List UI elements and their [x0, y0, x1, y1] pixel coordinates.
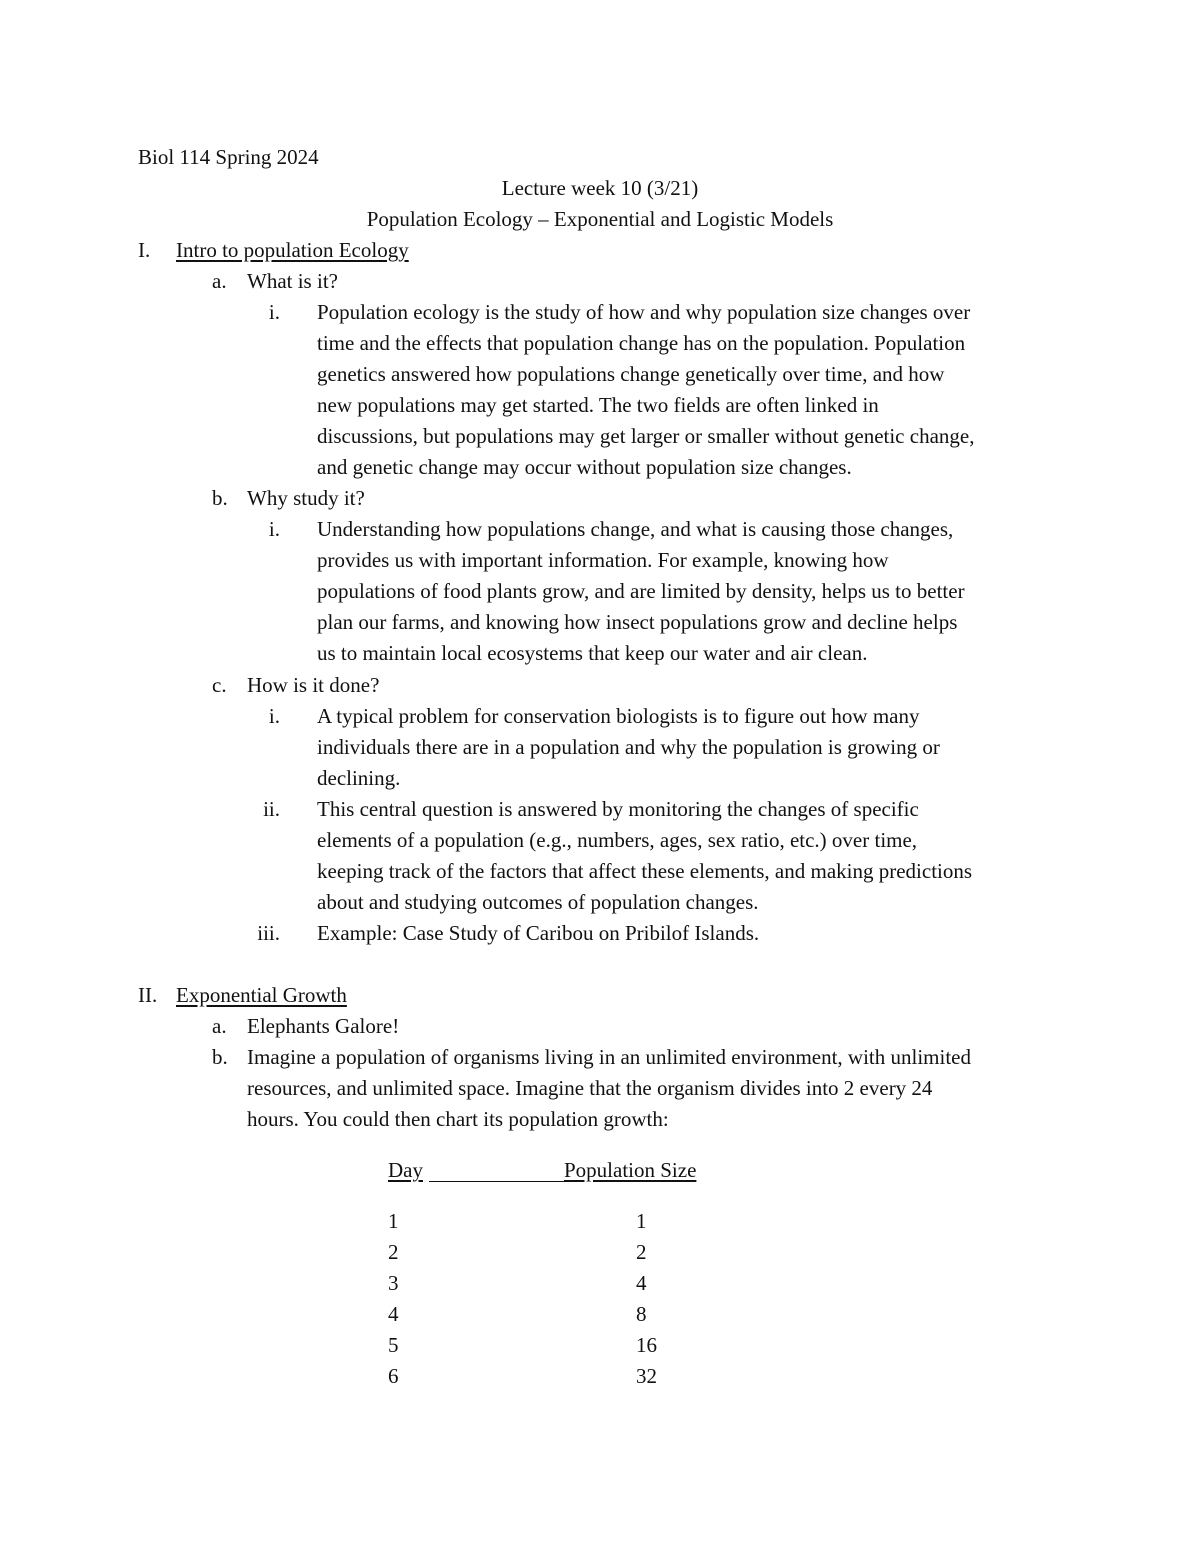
- paragraph-what-is-it: [317, 297, 974, 483]
- cell-population: 8: [636, 1302, 647, 1326]
- paragraph-how-done-iii: Example: Case Study of Caribou on Pribilof Islands.: [317, 921, 760, 945]
- item-a-marker: a.: [212, 1014, 227, 1038]
- cell-day: 6: [388, 1364, 399, 1388]
- header-underline-fill: [429, 1181, 564, 1182]
- paragraph-line: discussions, but populations may get larger or smaller without genetic change,: [317, 424, 975, 448]
- table-row: [388, 1237, 688, 1268]
- column-header-day: Day: [388, 1158, 423, 1182]
- item-b-heading: Why study it?: [247, 486, 365, 510]
- paragraph-line: provides us with important information. For example, knowing how: [317, 548, 889, 572]
- cell-population: 4: [636, 1271, 647, 1295]
- subitem-marker: i.: [268, 517, 280, 541]
- cell-population: 16: [636, 1333, 657, 1357]
- section-1-marker: I.: [138, 238, 151, 262]
- cell-population: 32: [636, 1364, 657, 1388]
- paragraph-exponential: [247, 1042, 971, 1135]
- item-b-marker: b.: [212, 1045, 228, 1069]
- paragraph-line: plan our farms, and knowing how insect populations grow and decline helps: [317, 610, 958, 634]
- paragraph-line: genetics answered how populations change genetically over time, and how: [317, 362, 945, 386]
- paragraph-line: individuals there are in a population and why the population is growing or: [317, 735, 940, 759]
- subitem-marker: i.: [268, 704, 280, 728]
- paragraph-line: Population ecology is the study of how and why population size changes over: [317, 300, 971, 324]
- paragraph-line: Imagine a population of organisms living in an unlimited environment, with unlimited: [247, 1045, 972, 1069]
- paragraph-how-done-ii: [317, 794, 972, 918]
- paragraph-line: Understanding how populations change, and what is causing those changes,: [317, 517, 954, 541]
- paragraph-how-done-i: [317, 701, 940, 794]
- subitem-marker: i.: [268, 300, 280, 324]
- paragraph-line: This central question is answered by monitoring the changes of specific: [317, 797, 919, 821]
- section-2-marker: II.: [138, 983, 158, 1007]
- lecture-title: Lecture week 10 (3/21): [501, 176, 699, 200]
- cell-day: 2: [388, 1240, 399, 1264]
- paragraph-why-study: [317, 514, 965, 669]
- paragraph-line: populations of food plants grow, and are limited by density, helps us to better: [317, 579, 965, 603]
- paragraph-line: declining.: [317, 766, 401, 790]
- paragraph-line: elements of a population (e.g., numbers, ages, sex ratio, etc.) over time,: [317, 828, 918, 852]
- subitem-marker: ii.: [263, 797, 280, 821]
- cell-population: 2: [636, 1240, 647, 1264]
- item-a-heading: What is it?: [247, 269, 338, 293]
- section-1-heading: Intro to population Ecology: [176, 238, 409, 262]
- paragraph-line: us to maintain local ecosystems that keep our water and air clean.: [317, 641, 868, 665]
- topic-title: Population Ecology – Exponential and Logistic Models: [366, 207, 834, 231]
- cell-day: 3: [388, 1271, 399, 1295]
- item-c-heading: How is it done?: [247, 673, 380, 697]
- item-a-marker: a.: [212, 269, 227, 293]
- paragraph-line: resources, and unlimited space. Imagine that the organism divides into 2 every 24: [247, 1076, 933, 1100]
- paragraph-line: A typical problem for conservation biologists is to figure out how many: [317, 704, 920, 728]
- table-row: [388, 1330, 688, 1361]
- section-2-heading: Exponential Growth: [176, 983, 347, 1007]
- table-row: [388, 1268, 688, 1299]
- cell-day: 1: [388, 1209, 399, 1233]
- paragraph-line: new populations may get started. The two fields are often linked in: [317, 393, 879, 417]
- paragraph-line: and genetic change may occur without population size changes.: [317, 455, 852, 479]
- cell-day: 4: [388, 1302, 399, 1326]
- paragraph-line: keeping track of the factors that affect these elements, and making predictions: [317, 859, 973, 883]
- paragraph-line: hours. You could then chart its population growth:: [247, 1107, 669, 1131]
- subitem-marker: iii.: [257, 921, 280, 945]
- course-title: Biol 114 Spring 2024: [138, 145, 319, 169]
- item-a-text: Elephants Galore!: [247, 1014, 400, 1038]
- table-row: [388, 1299, 688, 1330]
- column-header-population: Population Size: [564, 1158, 697, 1182]
- table-row: [388, 1206, 688, 1237]
- cell-day: 5: [388, 1333, 399, 1357]
- paragraph-line: time and the effects that population change has on the population. Population: [317, 331, 966, 355]
- paragraph-line: about and studying outcomes of population changes.: [317, 890, 759, 914]
- cell-population: 1: [636, 1209, 647, 1233]
- item-b-marker: b.: [212, 486, 228, 510]
- item-c-marker: c.: [212, 673, 227, 697]
- table-row: [388, 1361, 688, 1392]
